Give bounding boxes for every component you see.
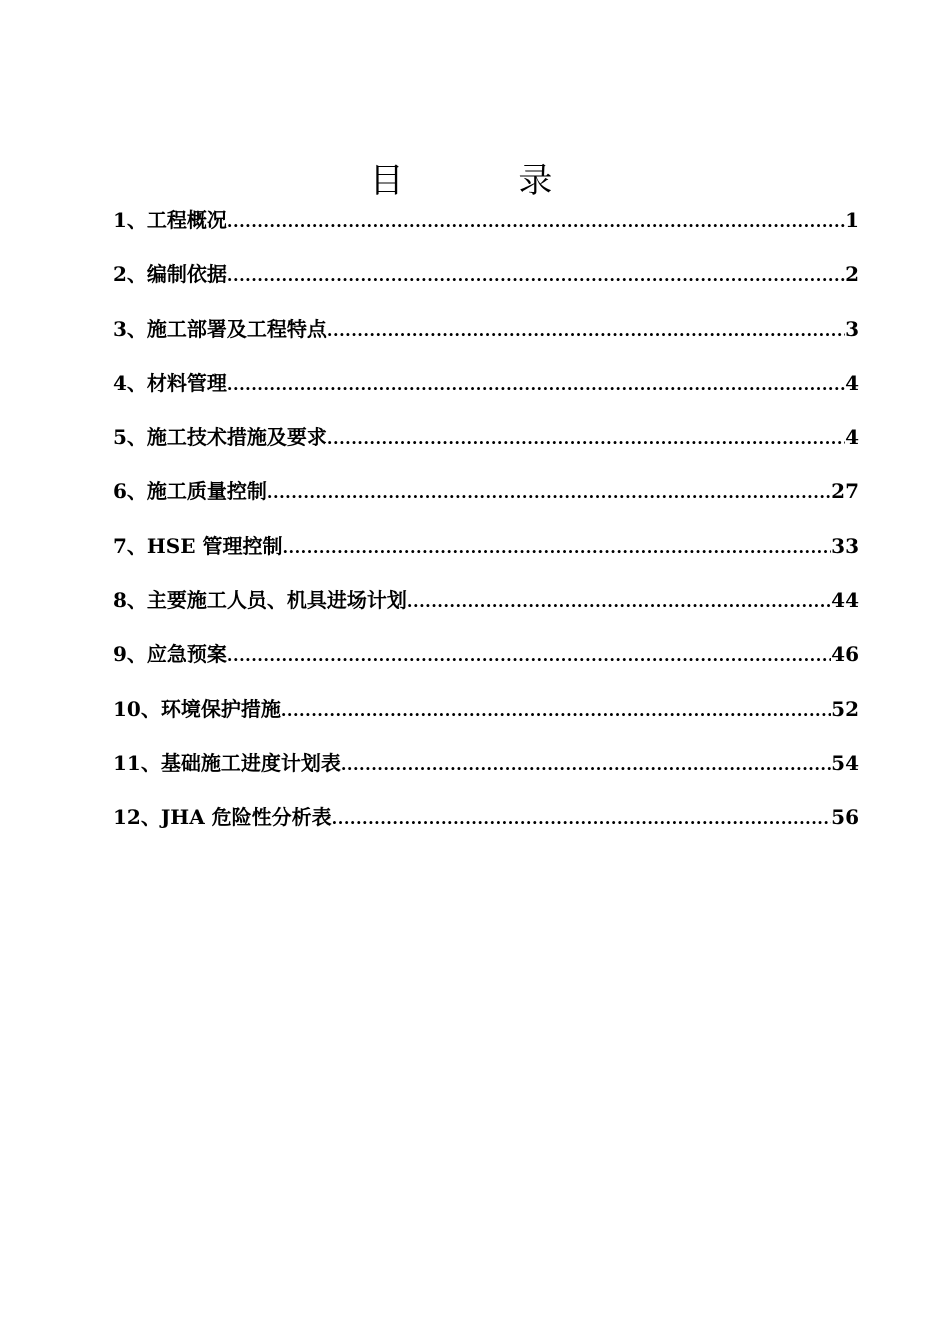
toc-dot-leader [282, 532, 831, 564]
toc-entry-page-number: 52 [831, 696, 859, 721]
toc-dot-leader [341, 749, 831, 781]
toc-entry-page-number: 1 [845, 208, 859, 232]
toc-entry[interactable] [113, 747, 859, 801]
toc-entry[interactable] [113, 693, 859, 747]
toc-dot-leader [267, 477, 831, 509]
toc-entry-label: 5、施工技术措施及要求 [113, 425, 327, 450]
toc-entry-label: 10、环境保护措施 [113, 696, 281, 721]
toc-entry-page-number: 3 [845, 316, 859, 341]
toc-dot-leader [407, 586, 831, 618]
toc-dot-leader [227, 206, 845, 238]
toc-list [113, 204, 859, 856]
toc-entry[interactable] [113, 530, 859, 584]
toc-entry-label: 4、材料管理 [113, 370, 227, 395]
toc-entry-label: 2、编制依据 [113, 262, 227, 287]
toc-entry[interactable] [113, 367, 859, 421]
toc-dot-leader [327, 315, 845, 347]
toc-entry-label: 6、施工质量控制 [113, 479, 267, 504]
toc-entry[interactable] [113, 421, 859, 475]
toc-dot-leader [327, 423, 845, 455]
toc-entry[interactable] [113, 204, 859, 258]
toc-dot-leader [281, 695, 831, 727]
toc-entry-page-number: 27 [831, 479, 859, 504]
toc-entry[interactable] [113, 801, 859, 855]
toc-entry-label: 7、HSE 管理控制 [113, 533, 283, 558]
toc-entry-page-number: 56 [831, 805, 859, 830]
toc-entry-page-number: 4 [845, 370, 859, 395]
toc-entry-page-number: 4 [845, 425, 859, 450]
toc-entry[interactable] [113, 475, 859, 529]
toc-entry[interactable] [113, 313, 859, 367]
toc-entry[interactable] [113, 638, 859, 692]
toc-entry-label: 1、工程概况 [113, 208, 227, 232]
toc-entry-page-number: 44 [831, 588, 859, 613]
toc-entry-page-number: 54 [831, 750, 859, 775]
toc-entry[interactable] [113, 584, 859, 638]
toc-title: 目 录 [369, 161, 605, 201]
toc-entry-label: 9、应急预案 [113, 642, 227, 667]
toc-entry-page-number: 33 [831, 533, 859, 558]
toc-entry-label: 8、主要施工人员、机具进场计划 [113, 588, 407, 613]
toc-entry-label: 11、基础施工进度计划表 [113, 750, 341, 775]
toc-entry-label: 3、施工部署及工程特点 [113, 316, 327, 341]
toc-dot-leader [227, 260, 845, 292]
toc-entry-page-number: 2 [845, 262, 859, 287]
toc-dot-leader [332, 803, 831, 835]
toc-entry[interactable] [113, 258, 859, 312]
toc-entry-page-number: 46 [831, 642, 859, 667]
toc-dot-leader [227, 369, 845, 401]
toc-dot-leader [227, 640, 831, 672]
toc-entry-label: 12、JHA 危险性分析表 [113, 805, 332, 830]
